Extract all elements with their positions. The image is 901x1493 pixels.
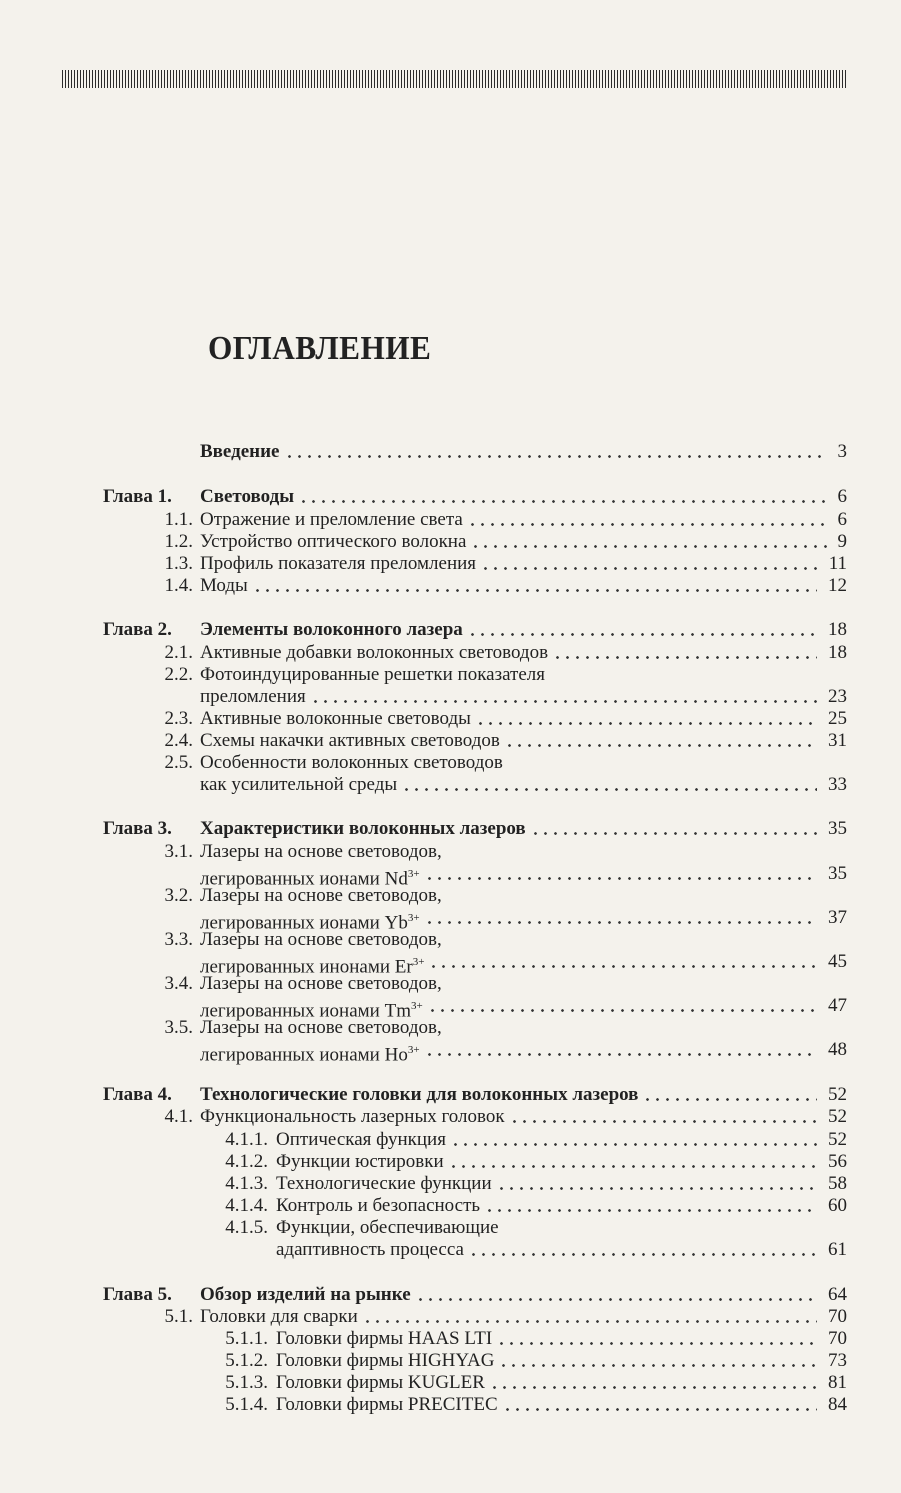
entry-title-text: Головки фирмы KUGLER [276,1372,485,1393]
entry-title-text: Технологические головки для волоконных лазеров [200,1084,639,1105]
dot-leader [302,500,826,503]
dot-leader [534,832,817,835]
entry-title [200,1016,442,1040]
page-title: ОГЛАВЛЕНИЕ [208,330,432,367]
dot-leader [366,1320,817,1323]
toc-entry [0,1371,901,1395]
dot-leader [493,1386,817,1389]
entry-title-text: Головки фирмы HIGHYAG [276,1350,495,1371]
page-number: 56 [828,1151,847,1172]
dot-leader [471,633,817,636]
toc-entry [0,1327,901,1351]
section-number: 1.3. [164,553,193,574]
ion-charge-superscript: 3+ [410,1000,423,1012]
entry-title [200,440,280,464]
entry-title [200,1305,358,1329]
entry-title-text: Отражение и преломление света [200,509,463,530]
dot-leader [428,877,817,880]
ion-charge-superscript: 3+ [407,1044,420,1056]
toc-entry [0,1150,901,1174]
dot-leader [508,744,817,747]
page-number: 70 [828,1328,847,1349]
toc-entry [0,1105,901,1129]
toc-entry [0,1283,901,1307]
toc-entry [0,1083,901,1107]
toc-entry [0,773,901,797]
entry-title-text: Элементы волоконного лазера [200,619,463,640]
section-number: 3.4. [164,973,193,994]
page-number: 25 [828,708,847,729]
entry-title-text: преломления [200,686,306,707]
toc-entry [0,685,901,709]
entry-title [200,552,476,576]
page-number: 31 [828,730,847,751]
toc-entry [0,751,901,775]
section-number: 3.5. [164,1017,193,1038]
entry-title [200,685,306,709]
page-number: 45 [828,951,847,972]
section-number: 3.2. [164,885,193,906]
entry-title [200,618,463,642]
dot-leader [454,1143,817,1146]
entry-title-text: Функции юстировки [276,1151,444,1172]
dot-leader [556,656,817,659]
section-number: 4.1. [164,1106,193,1127]
entry-title [276,1216,499,1240]
toc-entry [0,530,901,554]
entry-title [276,1327,492,1351]
toc-entry [0,663,901,687]
page-number: 23 [828,686,847,707]
toc-entry [0,1349,901,1373]
toc-entry [0,508,901,532]
entry-title-text: легированных ионами Nd [200,868,408,890]
dot-leader [471,523,827,526]
chapter-number: Глава 5. [103,1284,172,1305]
page-number: 11 [828,553,847,574]
entry-title [276,1150,444,1174]
toc-entry [0,1016,901,1040]
toc-entry [0,707,901,731]
section-number: 1.4. [164,575,193,596]
page-number: 6 [837,486,847,507]
toc-entry [0,862,901,890]
section-number: 2.3. [164,708,193,729]
chapter-number: Глава 2. [103,619,172,640]
dot-leader [500,1342,817,1345]
entry-title-text: как усилительной среды [200,774,398,795]
dot-leader [484,567,818,570]
dot-leader [432,965,817,968]
section-number: 5.1.1. [225,1328,268,1349]
toc-entry [0,552,901,576]
entry-title-text: адаптивность процесса [276,1239,464,1260]
entry-title [276,1238,464,1262]
page-number: 70 [828,1306,847,1327]
entry-title-text: легированных ионами Yb [200,912,408,934]
page-number: 60 [828,1195,847,1216]
entry-title-text: Активные волоконные световоды [200,708,471,729]
page-number: 35 [828,863,847,884]
dot-leader [428,921,817,924]
section-number: 2.1. [164,642,193,663]
dot-leader [419,1298,817,1301]
section-number: 4.1.5. [225,1217,268,1238]
entry-title [276,1128,446,1152]
page-number: 52 [828,1084,847,1105]
dot-leader [405,788,817,791]
dot-leader [431,1009,817,1012]
toc-entry [0,906,901,934]
page-number: 35 [828,818,847,839]
toc-entry [0,1038,901,1066]
page-number: 18 [828,619,847,640]
section-number: 4.1.3. [225,1173,268,1194]
section-number: 5.1.2. [225,1350,268,1371]
toc-entry [0,884,901,908]
entry-title [200,508,463,532]
entry-title-text: Фотоиндуцированные решетки показателя [200,664,545,685]
entry-title-text: легированных ионами Ho [200,1044,408,1066]
entry-title [200,972,442,996]
toc-entry [0,485,901,509]
entry-title [200,530,466,554]
section-number: 3.3. [164,929,193,950]
entry-title-text: Устройство оптического волокна [200,531,467,552]
section-number: 4.1.1. [225,1129,268,1150]
section-number: 5.1.4. [225,1394,268,1415]
page-number: 58 [828,1173,847,1194]
section-number: 4.1.2. [225,1151,268,1172]
page-number: 61 [828,1239,847,1260]
entry-title-text: Характеристики волоконных лазеров [200,818,526,839]
entry-title [200,1038,420,1067]
page-number: 47 [828,995,847,1016]
entry-title [200,817,526,841]
toc-entry [0,729,901,753]
section-number: 2.5. [164,752,193,773]
entry-title [200,641,548,665]
entry-title [276,1393,498,1417]
entry-title-text: Технологические функции [276,1173,492,1194]
toc-entry [0,1194,901,1218]
dot-leader [428,1053,817,1056]
toc-entry [0,972,901,996]
section-number: 5.1.3. [225,1372,268,1393]
entry-title-text: Обзор изделий на рынке [200,1284,411,1305]
toc-entry [0,1305,901,1329]
entry-title-text: Головки фирмы PRECITEC [276,1394,498,1415]
ion-charge-superscript: 3+ [407,912,420,924]
page-number: 37 [828,907,847,928]
page-number: 81 [828,1372,847,1393]
section-number: 3.1. [164,841,193,862]
page-number: 64 [828,1284,847,1305]
entry-title-text: Схемы накачки активных световодов [200,730,500,751]
page-number: 6 [837,509,847,530]
toc-entry [0,641,901,665]
page-number: 12 [828,575,847,596]
entry-title-text: Профиль показателя преломления [200,553,477,574]
toc-entry [0,1238,901,1262]
entry-title [200,928,442,952]
page-number: 73 [828,1350,847,1371]
entry-title-text: Оптическая функция [276,1129,446,1150]
entry-title-text: Лазеры на основе световодов, [200,929,442,950]
entry-title-text: Лазеры на основе световодов, [200,885,442,906]
toc-entry [0,1128,901,1152]
entry-title [200,663,545,687]
dot-leader [646,1098,817,1101]
page-number: 9 [837,531,847,552]
dot-leader [472,1253,817,1256]
entry-title [200,485,294,509]
entry-title [276,1371,485,1395]
entry-title-text: Головки для сварки [200,1306,358,1327]
entry-title-text: Контроль и безопасность [276,1195,481,1216]
toc-entry [0,1216,901,1240]
entry-title-text: Моды [200,575,248,596]
page-number: 18 [828,642,847,663]
dot-leader [500,1187,817,1190]
toc-entry [0,574,901,598]
toc-entry [0,950,901,978]
entry-title-text: Функции, обеспечивающие [276,1217,499,1238]
entry-title-text: Активные добавки волоконных световодов [200,642,549,663]
page-number: 33 [828,774,847,795]
toc-entry [0,440,901,464]
chapter-number: Глава 1. [103,486,172,507]
dot-leader [314,700,817,703]
entry-title-text: Головки фирмы HAAS LTI [276,1328,493,1349]
entry-title [200,729,500,753]
entry-title-text: Лазеры на основе световодов, [200,841,442,862]
entry-title-text: Световоды [200,486,295,507]
entry-title-text: Лазеры на основе световодов, [200,1017,442,1038]
dot-leader [474,545,826,548]
page-number: 48 [828,1039,847,1060]
chapter-number: Глава 4. [103,1084,172,1105]
dot-leader [256,589,817,592]
toc-entry [0,1172,901,1196]
chapter-number: Глава 3. [103,818,172,839]
dot-leader [488,1209,817,1212]
entry-title [200,1083,638,1107]
entry-title-text: легированных инонами Er [200,956,413,978]
toc-entry [0,840,901,864]
dot-leader [502,1364,817,1367]
ion-charge-superscript: 3+ [407,868,420,880]
entry-title [200,707,471,731]
toc-entry [0,618,901,642]
entry-title-text: Функциональность лазерных головок [200,1106,505,1127]
dot-leader [288,455,827,458]
entry-title [200,840,442,864]
section-number: 2.4. [164,730,193,751]
page-number: 84 [828,1394,847,1415]
dot-leader [506,1408,817,1411]
section-number: 1.2. [164,531,193,552]
entry-title-text: Лазеры на основе световодов, [200,973,442,994]
entry-title [200,1283,411,1307]
section-number: 5.1. [164,1306,193,1327]
ion-charge-superscript: 3+ [412,956,425,968]
dot-leader [479,722,817,725]
entry-title [276,1194,480,1218]
toc-entry [0,817,901,841]
page-number: 52 [828,1129,847,1150]
entry-title [200,773,397,797]
entry-title [276,1349,494,1373]
entry-title [200,751,503,775]
entry-title-text: легированных ионами Tm [200,1000,411,1022]
entry-title-text: Введение [200,441,280,462]
toc-entry [0,994,901,1022]
section-number: 1.1. [164,509,193,530]
toc-entry [0,928,901,952]
section-number: 4.1.4. [225,1195,268,1216]
entry-title-text: Особенности волоконных световодов [200,752,503,773]
section-number: 2.2. [164,664,193,685]
page-number: 52 [828,1106,847,1127]
page-number: 3 [837,441,847,462]
entry-title [200,884,442,908]
toc-entry [0,1393,901,1417]
entry-title [200,1105,505,1129]
entry-title [276,1172,492,1196]
dot-leader [452,1165,817,1168]
entry-title [200,574,248,598]
dot-leader [513,1120,817,1123]
